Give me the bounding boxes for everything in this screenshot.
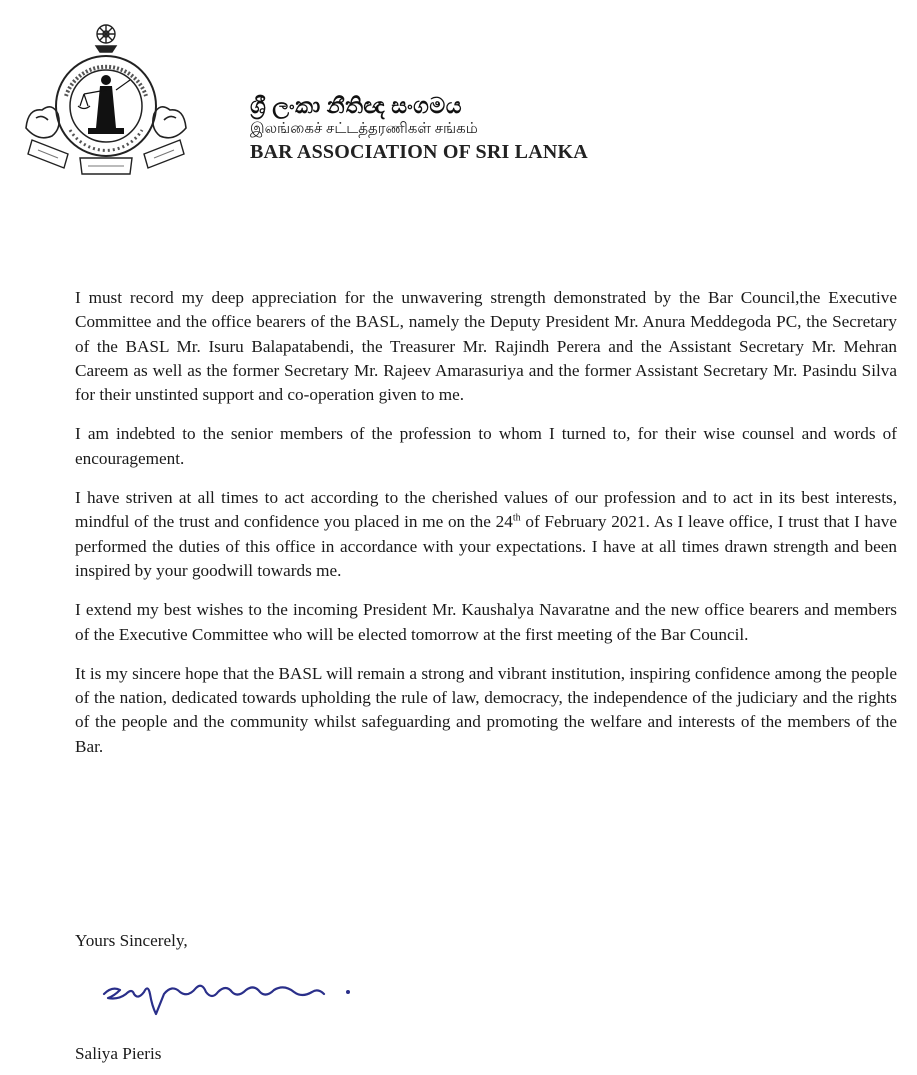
organization-name-english: BAR ASSOCIATION OF SRI LANKA — [250, 141, 588, 163]
signatory-name: Saliya Pieris — [75, 1044, 162, 1063]
basl-emblem-icon — [18, 18, 240, 188]
ordinal-suffix: th — [512, 512, 521, 524]
paragraph-striven — [75, 486, 897, 583]
handwritten-signature — [98, 970, 358, 1020]
paragraph-striven-part1: I have striven at all times to act according to the cherished values of our profession and to act in its best interests, mindful of the trust and confidence you placed in me on the 24 — [75, 488, 897, 532]
organization-name-block — [250, 93, 588, 165]
paragraph-best-wishes: I extend my best wishes to the incoming President Mr. Kaushalya Navaratne and the new office bearers and members of the Executive Committee who will be elected tomorrow at the first meeting of the Bar Council. — [75, 600, 897, 644]
organization-name-sinhala: ශ්‍රී ලංකා නීතිඥ සංගමය — [250, 93, 463, 118]
paragraph-sincere-hope: It is my sincere hope that the BASL will remain a strong and vibrant institution, inspiring confidence among the people of the nation, dedicated towards upholding the rule of law, democracy, the independence of the judiciary and the rights of the people and the community whilst safeguarding and promoting the welfare and interests of the members of the Bar. — [75, 663, 897, 756]
paragraph-appreciation: I must record my deep appreciation for the unwavering strength demonstrated by the Bar Council,the Executive Committee and the office bearers of the BASL, namely the Deputy President Mr. Anura Meddegoda PC, the Secretary of the BASL Mr. Isuru Balapatabendi, the Treasurer Mr. Rajindh Perera and the Assistant Secretary Mr. Mehran Careem as well as the former Secretary Mr. Rajeev Amarasuriya and the former Assistant Secretary Mr. Pasindu Silva for their unstinted support and co-operation given to me. — [75, 288, 897, 405]
closing-salutation: Yours Sincerely, — [75, 931, 188, 950]
paragraph-striven-part2: of February 2021. As I leave office, I trust that I have performed the duties of this office in accordance with your expectations. I have at all times drawn strength and been inspired by your goodwill towards me. — [75, 512, 897, 580]
organization-name-tamil: இலங்கைச் சட்டத்தரணிகள் சங்கம் — [250, 121, 478, 137]
paragraph-indebted: I am indebted to the senior members of the profession to whom I turned to, for their wise counsel and words of encouragement. — [75, 424, 897, 468]
letter-body — [75, 286, 897, 774]
letterhead — [0, 0, 917, 200]
